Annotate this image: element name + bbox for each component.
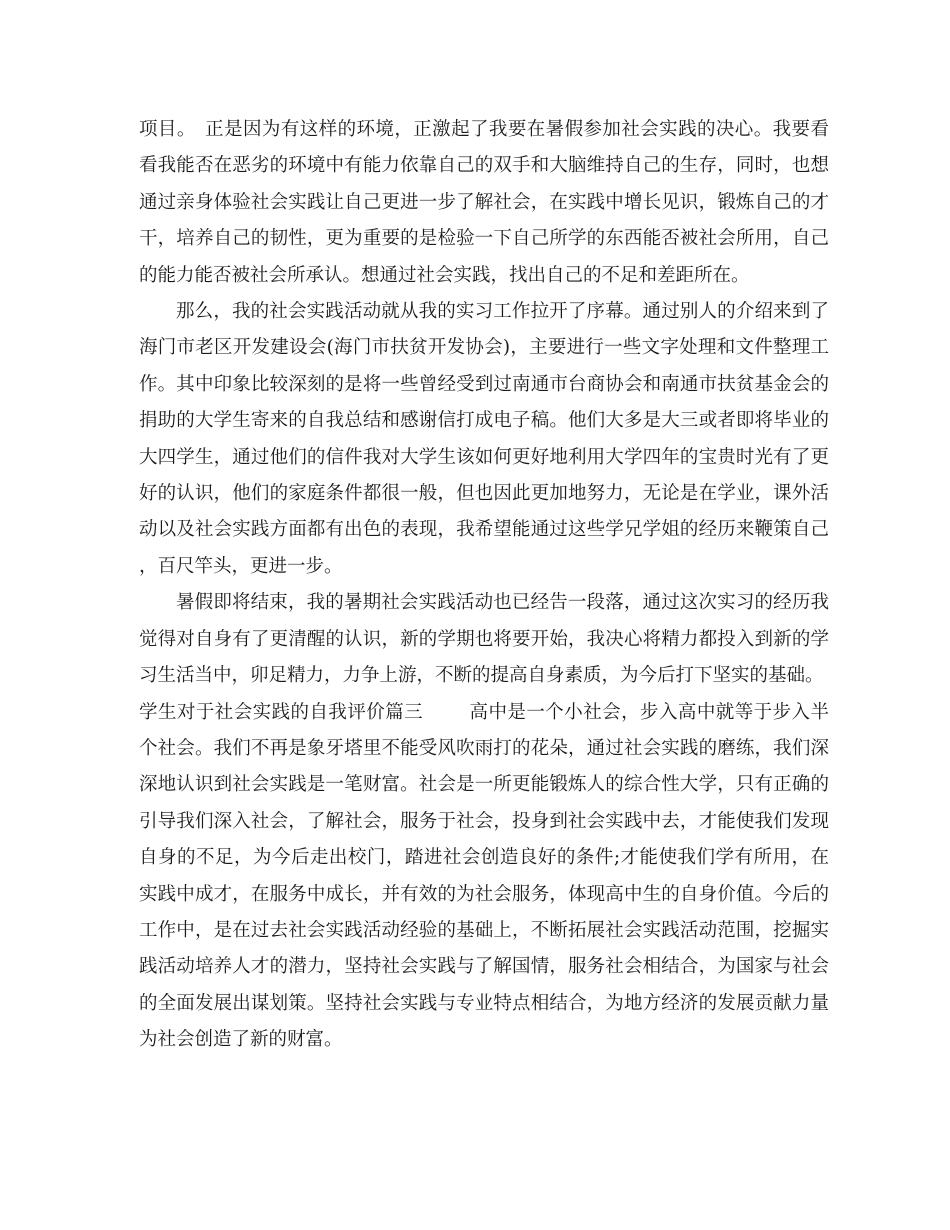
paragraph-1-text: 正是因为有这样的环境，正激起了我要在暑假参加社会实践的决心。我要看看我能否在恶劣的环境中有能力依靠自己的双手和大脑维持自己的生存，同时，也想通过亲身体验社会实践让自己更进一步了解社会，在实践中增长见识，锻炼自己的才干，培养自己的韧性，更为重要的是检验一下自己所学的东西能否被社会所用，自己的能力能否被社会所承认。想通过社会实践，找出自己的不足和差距所在。 bbox=[139, 119, 829, 286]
paragraph-1-lead: 项目。 bbox=[139, 119, 196, 140]
paragraph-3: 暑假即将结束，我的暑期社会实践活动也已经告一段落，通过这次实习的经历我觉得对自身有了更清醒的认识，新的学期也将要开始，我决心将精力都投入到新的学习生活当中，卯足精力，力争上游，不断的提高自身素质，为今后打下坚实的基础。 bbox=[139, 592, 829, 687]
paragraph-4 bbox=[139, 695, 829, 1059]
paragraph-4-text: 高中是一个小社会，步入高中就等于步入半个社会。我们不再是象牙塔里不能受风吹雨打的花朵，通过社会实践的磨练，我们深深地认识到社会实践是一笔财富。社会是一所更能锻炼人的综合性大学，只有正确的引导我们深入社会，了解社会，服务于社会，投身到社会实践中去，才能使我们发现自身的不足，为今后走出校门，踏进社会创造良好的条件;才能使我们学有所用，在实践中成才，在服务中成长，并有效的为社会服务，体现高中生的自身价值。今后的工作中，是在过去社会实践活动经验的基础上，不断拓展社会实践活动范围，挖掘实践活动培养人才的潜力，坚持社会实践与了解国情，服务社会相结合，为国家与社会的全面发展出谋划策。坚持社会实践与专业特点相结合，为地方经济的发展贡献力量为社会创造了新的财富。 bbox=[139, 701, 829, 1051]
section-heading: 学生对于社会实践的自我评价篇三 bbox=[139, 701, 424, 723]
paragraph-1 bbox=[139, 112, 829, 294]
paragraph-2: 那么，我的社会实践活动就从我的实习工作拉开了序幕。通过别人的介绍来到了海门市老区开发建设会(海门市扶贫开发协会)，主要进行一些文字处理和文件整理工作。其中印象比较深刻的是将一些曾经受到过南通市台商协会和南通市扶贫基金会的捐助的大学生寄来的自我总结和感谢信打成电子稿。他们大多是大三或者即将毕业的大四学生，通过他们的信件我对大学生该如何更好地利用大学四年的宝贵时光有了更好的认识，他们的家庭条件都很一般，但也因此更加地努力，无论是在学业，课外活动以及社会实践方面都有出色的表现，我希望能通过这些学兄学姐的经历来鞭策自己，百尺竿头，更进一步。 bbox=[139, 301, 829, 577]
document-body bbox=[139, 112, 829, 1059]
